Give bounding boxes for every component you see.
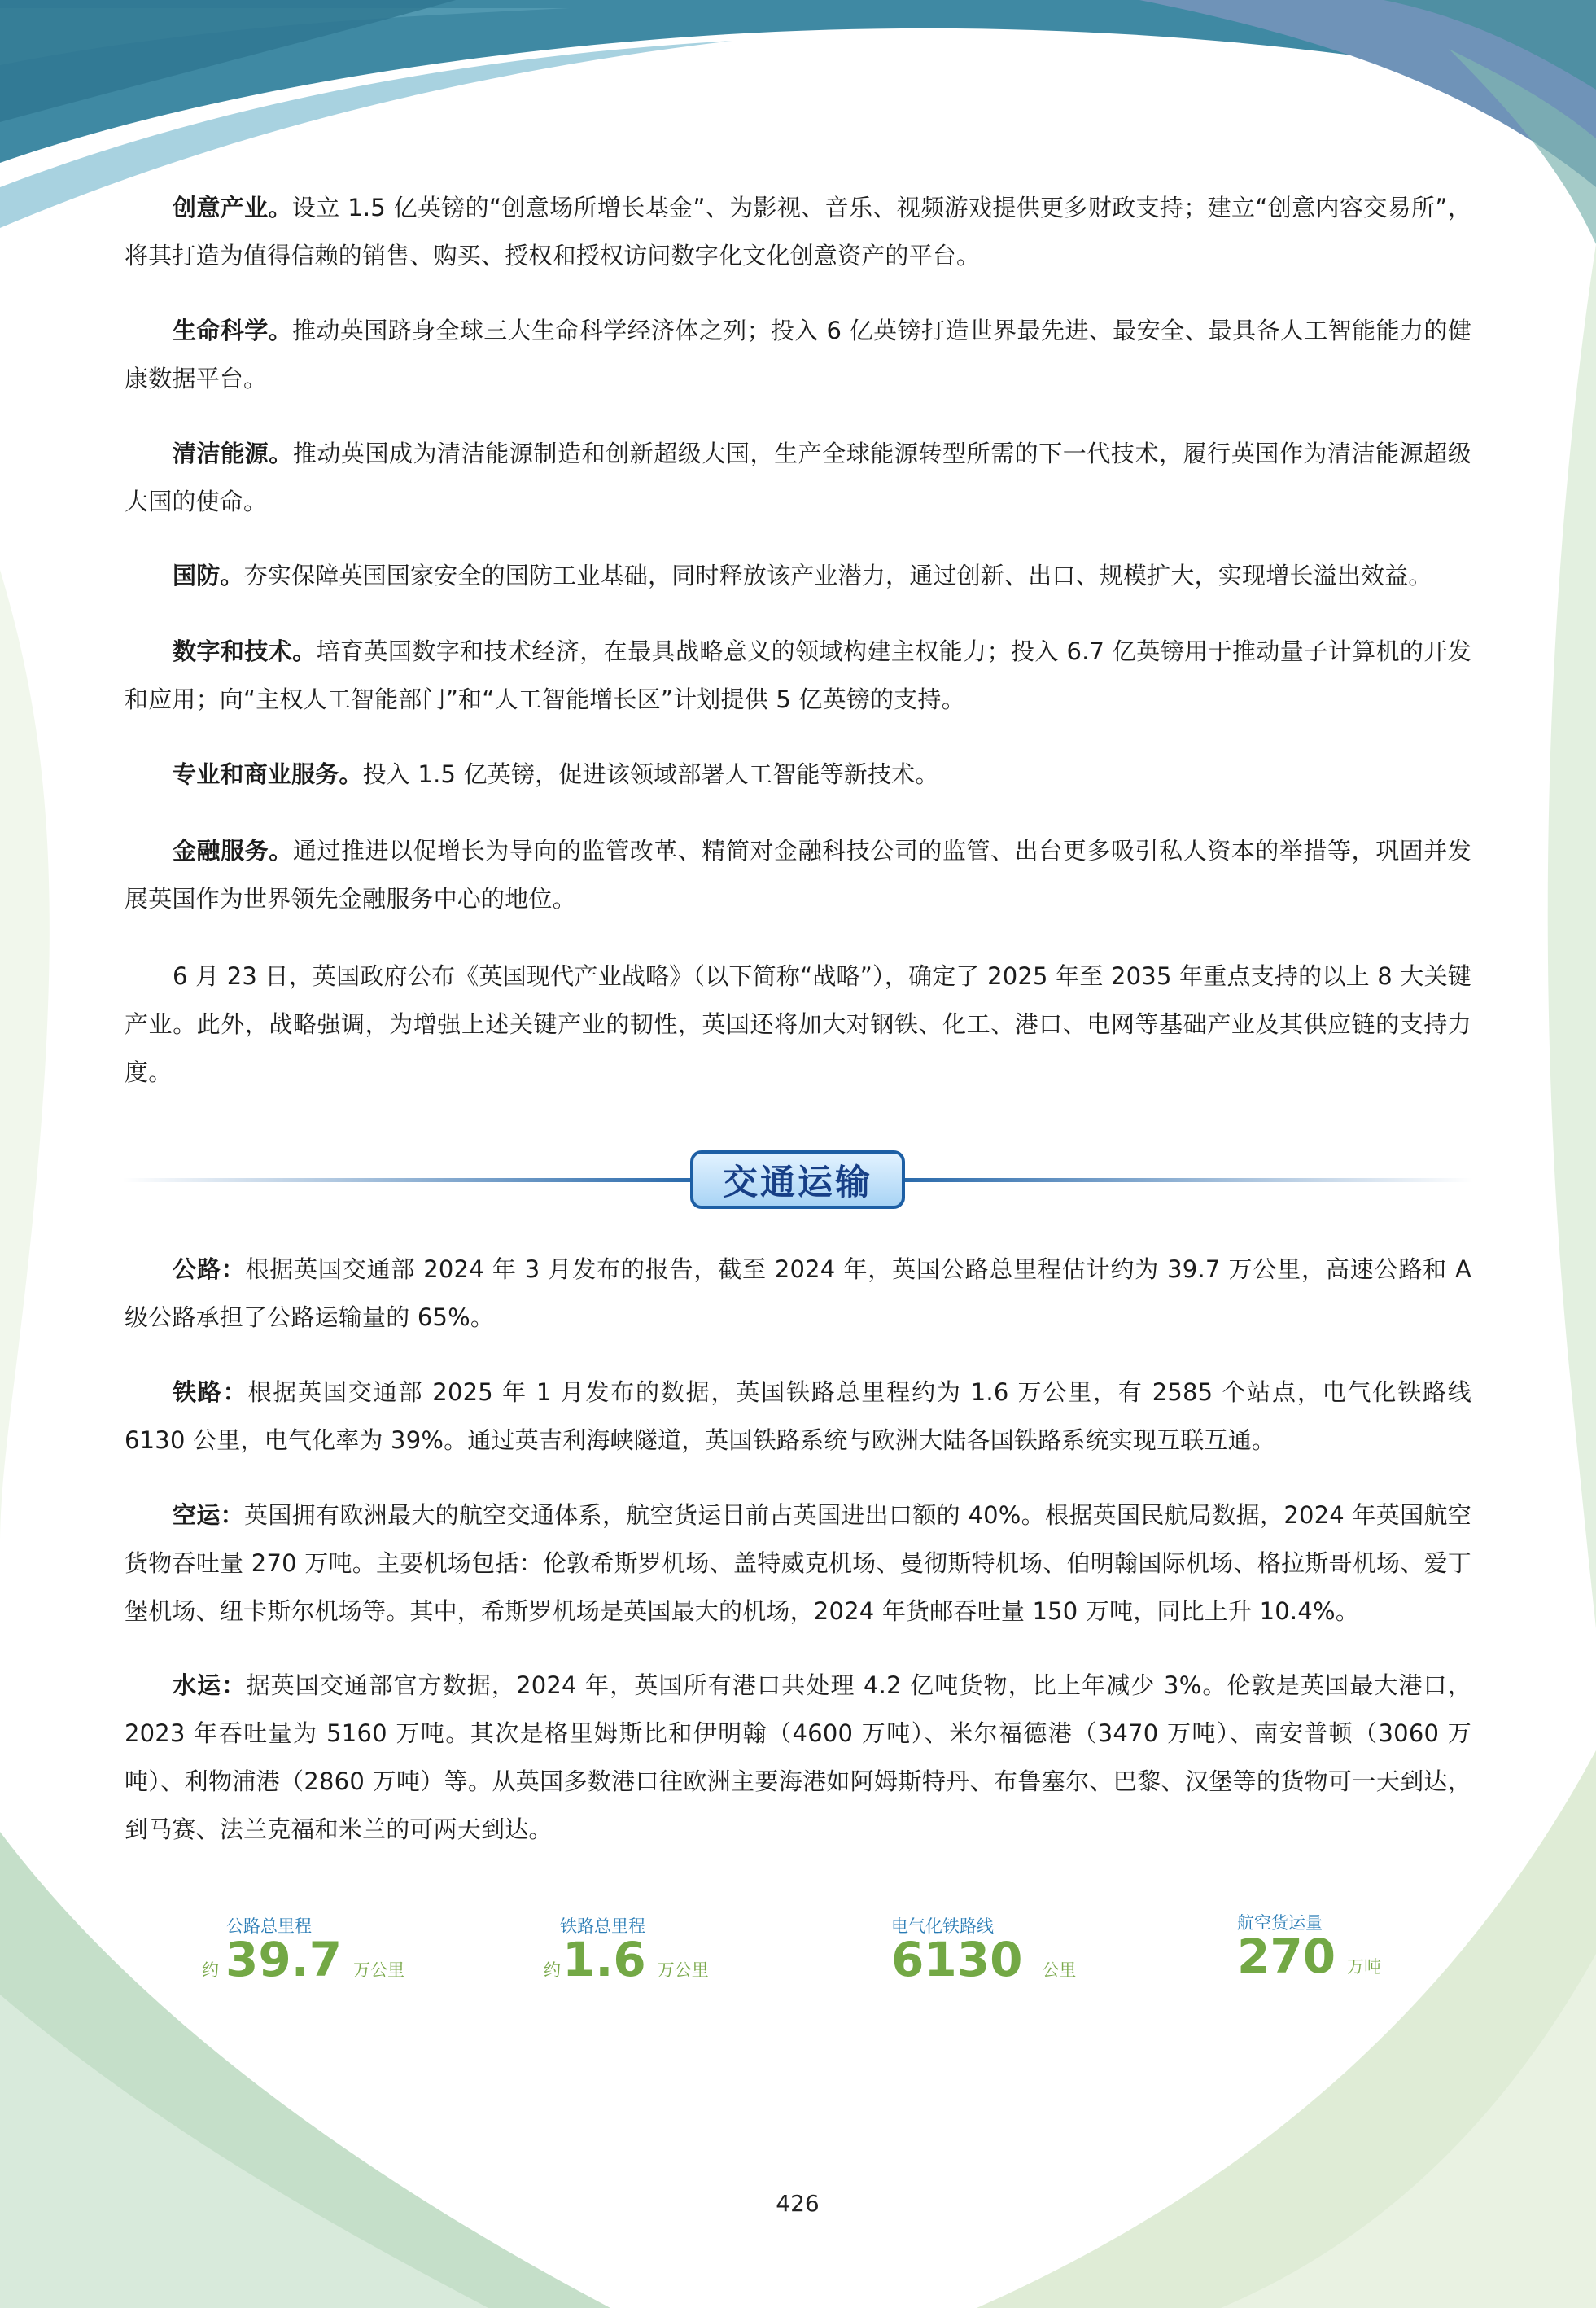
paragraph-financial-services — [125, 827, 1471, 923]
paragraph-lead: 国防。 — [173, 562, 244, 589]
stat-row — [544, 1932, 709, 1987]
paragraph-defense — [125, 552, 1471, 600]
paragraph-road — [125, 1246, 1471, 1342]
paragraph-life-sciences — [125, 307, 1471, 403]
paragraph-text: 投入 1.5 亿英镑，促进该领域部署人工智能等新技术。 — [362, 760, 939, 788]
paragraph-text: 培育英国数字和技术经济，在最具战略意义的领域构建主权能力；投入 6.7 亿英镑用于推动量子计算机的开发和应用；向“主权人工智能部门”和“人工智能增长区”计划提供 5 亿英镑的支持。 — [125, 637, 1471, 713]
paragraph-lead: 清洁能源。 — [173, 440, 293, 467]
stat-value: 1.6 — [562, 1932, 646, 1987]
paragraph-lead: 数字和技术。 — [173, 637, 317, 665]
stat-value: 270 — [1237, 1929, 1336, 1984]
paragraph-text: 英国拥有欧洲最大的航空交通体系，航空货运目前占英国进出口额的 40%。根据英国民航局数据，2024 年英国航空货物吞吐量 270 万吨。主要机场包括：伦敦希斯罗机场、盖特威克机场、曼彻斯特机场、伯明翰国际机场、格拉斯哥机场、爱丁堡机场、纽卡斯尔机场等。其中，希斯罗机场是英国最大的机场，2024 年货邮吞吐量 150 万吨，同比上升 10.4%。 — [125, 1501, 1471, 1625]
stat-prefix: 约 — [202, 1960, 219, 1980]
paragraph-professional-services — [125, 751, 1471, 799]
paragraph-text: 6 月 23 日，英国政府公布《英国现代产业战略》（以下简称“战略”），确定了 2025 年至 2035 年重点支持的以上 8 大关键产业。此外，战略强调，为增强上述关键产业的韧性，英国还将加大对钢铁、化工、港口、电网等基础产业及其供应链的支持力度。 — [125, 962, 1471, 1086]
paragraph-text: 设立 1.5 亿英镑的“创意场所增长基金”、为影视、音乐、视频游戏提供更多财政支持；建立“创意内容交易所”，将其打造为值得信赖的销售、购买、授权和授权访问数字化文化创意资产的平台。 — [125, 194, 1471, 269]
stat-row — [202, 1932, 405, 1987]
stat-label: 公路总里程 — [226, 1916, 312, 1936]
paragraph-lead: 铁路： — [173, 1378, 248, 1406]
paragraph-lead: 创意产业。 — [173, 194, 292, 221]
paragraph-creative-industry — [125, 184, 1471, 280]
section-title: 交通运输 — [690, 1150, 905, 1209]
paragraph-rail — [125, 1369, 1471, 1465]
stat-label: 航空货运量 — [1237, 1913, 1323, 1933]
stat-unit: 万公里 — [353, 1960, 405, 1980]
paragraph-text: 根据英国交通部 2024 年 3 月发布的报告，截至 2024 年，英国公路总里程估计约为 39.7 万公里，高速公路和 A 级公路承担了公路运输量的 65%。 — [125, 1255, 1471, 1331]
stat-label: 电气化铁路线 — [891, 1916, 994, 1936]
stat-unit: 公里 — [1042, 1960, 1077, 1980]
paragraph-lead: 生命科学。 — [173, 317, 293, 344]
section-divider-left — [122, 1178, 692, 1182]
stat-value: 6130 — [891, 1932, 1023, 1987]
paragraph-text: 据英国交通部官方数据，2024 年，英国所有港口共处理 4.2 亿吨货物，比上年减少 3%。伦敦是英国最大港口，2023 年吞吐量为 5160 万吨。其次是格里姆斯比和伊明翰（4600 万吨）、米尔福德港（3470 万吨）、南安普顿（3060 万吨）、利物浦港（2860 万吨）等。从英国多数港口往欧洲主要海港如阿姆斯特丹、布鲁塞尔、巴黎、汉堡等的货物可一天到达，到马赛、法兰克福和米兰的可两天到达。 — [125, 1671, 1471, 1843]
paragraph-water — [125, 1662, 1471, 1854]
section-divider-right — [903, 1178, 1473, 1182]
stat-value: 39.7 — [225, 1932, 343, 1987]
paragraph-text: 推动英国跻身全球三大生命科学经济体之列；投入 6 亿英镑打造世界最先进、最安全、最具备人工智能能力的健康数据平台。 — [125, 317, 1471, 392]
stat-row — [1237, 1929, 1382, 1984]
paragraph-lead: 专业和商业服务。 — [173, 760, 363, 788]
paragraph-lead: 金融服务。 — [173, 837, 293, 865]
paragraph-text: 通过推进以促增长为导向的监管改革、精简对金融科技公司的监管、出台更多吸引私人资本的举措等，巩固并发展英国作为世界领先金融服务中心的地位。 — [125, 837, 1471, 913]
stat-prefix: 约 — [544, 1960, 561, 1980]
paragraph-digital-tech — [125, 628, 1471, 724]
paragraph-text: 推动英国成为清洁能源制造和创新超级大国，生产全球能源转型所需的下一代技术，履行英国作为清洁能源超级大国的使命。 — [125, 440, 1471, 515]
stat-unit: 万公里 — [657, 1960, 709, 1980]
paragraph-lead: 水运： — [173, 1671, 247, 1699]
paragraph-industrial-strategy — [125, 953, 1471, 1097]
paragraph-clean-energy — [125, 430, 1471, 526]
stat-row — [891, 1932, 1077, 1987]
paragraph-text: 夯实保障英国国家安全的国防工业基础，同时释放该产业潜力，通过创新、出口、规模扩大，实现增长溢出效益。 — [243, 562, 1432, 589]
stat-label: 铁路总里程 — [560, 1916, 645, 1936]
paragraph-lead: 空运： — [173, 1501, 244, 1529]
paragraph-lead: 公路： — [173, 1255, 246, 1283]
paragraph-air — [125, 1491, 1471, 1636]
stat-unit: 万吨 — [1347, 1957, 1382, 1977]
page-number: 426 — [776, 2190, 820, 2217]
paragraph-text: 根据英国交通部 2025 年 1 月发布的数据，英国铁路总里程约为 1.6 万公里，有 2585 个站点，电气化铁路线 6130 公里，电气化率为 39%。通过英吉利海峡隧道，英国铁路系统与欧洲大陆各国铁路系统实现互联互通。 — [125, 1378, 1471, 1454]
